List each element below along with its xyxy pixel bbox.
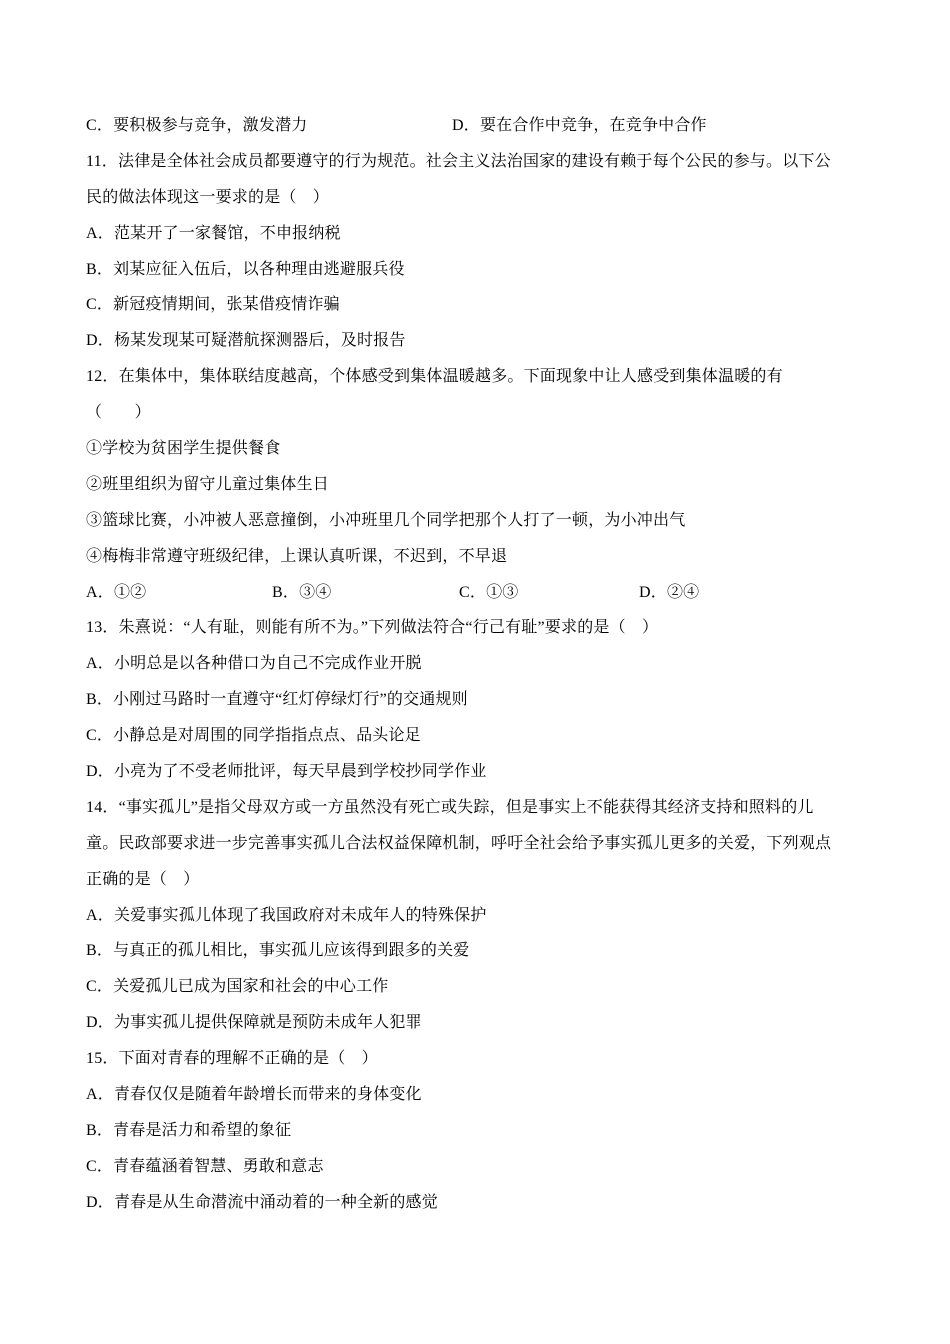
q12-answer-row: [86, 575, 876, 611]
q12-answer-c: C．①③: [459, 583, 519, 601]
q14-option-b: B．与真正的孤儿相比，事实孤儿应该得到跟多的关爱: [86, 942, 470, 960]
q14-stem-line3: 正确的是（ ）: [86, 870, 200, 888]
carryover-option-c: C．要积极参与竞争，激发潜力: [86, 117, 308, 134]
q12-item-2: ②班里组织为留守儿童过集体生日: [86, 475, 330, 493]
q13-option-d: D．小亮为了不受老师批评，每天早晨到学校抄同学作业: [86, 763, 487, 781]
q12-item-4: ④梅梅非常遵守班级纪律，上课认真听课，不迟到，不早退: [86, 547, 508, 565]
q15-stem: 15．下面对青春的理解不正确的是（ ）: [86, 1050, 378, 1068]
q11-stem-line2: 民的做法体现这一要求的是（ ）: [86, 188, 330, 206]
q15-option-a: A．青春仅仅是随着年龄增长而带来的身体变化: [86, 1086, 422, 1104]
q15-option-c: C．青春蕴涵着智慧、勇敢和意志: [86, 1157, 324, 1175]
q12-item-1: ①学校为贫困学生提供餐食: [86, 440, 281, 458]
q13-option-a: A．小明总是以各种借口为自己不完成作业开脱: [86, 655, 422, 673]
q15-option-b: B．青春是活力和希望的象征: [86, 1121, 292, 1139]
q11-option-d: D．杨某发现某可疑潜航探测器后，及时报告: [86, 332, 406, 350]
q12-stem-line2: （ ）: [86, 404, 151, 422]
q12-answer-a: A．①②: [86, 583, 147, 601]
q11-stem-line1: 11．法律是全体社会成员都要遵守的行为规范。社会主义法治国家的建设有赖于每个公民的参与。以下公: [86, 152, 831, 170]
carryover-option-d: D．要在合作中竞争，在竞争中合作: [452, 117, 707, 134]
q12-stem-line1: 12．在集体中，集体联结度越高，个体感受到集体温暖越多。下面现象中让人感受到集体温暖的有: [86, 368, 783, 386]
q12-answer-d: D．②④: [639, 583, 700, 601]
q11-option-a: A．范某开了一家餐馆，不申报纳税: [86, 224, 341, 242]
exam-paper-content: [86, 108, 876, 1221]
q14-option-c: C．关爱孤儿已成为国家和社会的中心工作: [86, 978, 389, 996]
q14-option-a: A．关爱事实孤儿体现了我国政府对未成年人的特殊保护: [86, 906, 487, 924]
q12-item-3: ③篮球比赛，小冲被人恶意撞倒，小冲班里几个同学把那个人打了一顿，为小冲出气: [86, 511, 686, 529]
q11-option-b: B．刘某应征入伍后，以各种理由逃避服兵役: [86, 260, 405, 278]
q13-stem: 13．朱熹说：“人有耻，则能有所不为。”下列做法符合“行己有耻”要求的是（ ）: [86, 619, 659, 637]
q11-option-c: C．新冠疫情期间，张某借疫情诈骗: [86, 296, 340, 314]
q14-option-d: D．为事实孤儿提供保障就是预防未成年人犯罪: [86, 1014, 422, 1032]
q14-stem-line2: 童。民政部要求进一步完善事实孤儿合法权益保障机制，呼吁全社会给予事实孤儿更多的关爱，下列观点: [86, 834, 832, 852]
q13-option-c: C．小静总是对周围的同学指指点点、品头论足: [86, 727, 421, 745]
q15-option-d: D．青春是从生命潜流中涌动着的一种全新的感觉: [86, 1193, 438, 1211]
carryover-options-row: [86, 108, 876, 144]
q14-stem-line1: 14．“事实孤儿”是指父母双方或一方虽然没有死亡或失踪，但是事实上不能获得其经济支持和照料的儿: [86, 798, 814, 816]
q13-option-b: B．小刚过马路时一直遵守“红灯停绿灯行”的交通规则: [86, 691, 468, 709]
q12-answer-b: B．③④: [272, 583, 332, 601]
